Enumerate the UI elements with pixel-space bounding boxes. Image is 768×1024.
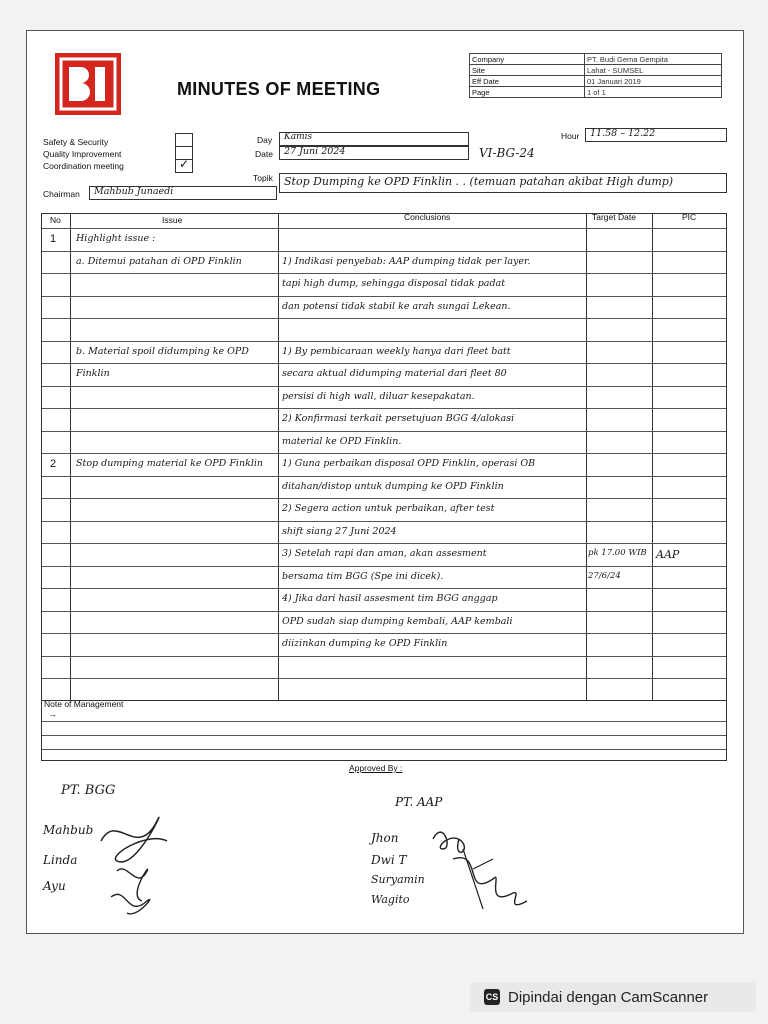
day-value: Kamis [284, 132, 313, 142]
column-divider [652, 214, 653, 700]
meta-key: Company [470, 54, 585, 65]
minutes-sheet [26, 30, 744, 934]
approver-left-name: Linda [43, 853, 78, 867]
row-divider [42, 566, 726, 567]
meta-row [470, 65, 722, 76]
chairman-field[interactable] [89, 186, 277, 200]
row-divider [42, 543, 726, 544]
row-conclusion: 3) Setelah rapi dan aman, akan assesment [282, 548, 487, 559]
logo-mark-icon [55, 53, 121, 115]
date-label: Date [255, 149, 273, 159]
row-divider [42, 228, 726, 229]
row-conclusion: bersama tim BGG (Spe ini dicek). [282, 570, 444, 582]
meta-value: 1 of 1 [585, 87, 722, 98]
approver-left-name: Mahbub [43, 823, 94, 837]
approver-right-name: Wagito [371, 893, 410, 906]
meta-value: PT. Budi Gema Gempita [585, 54, 722, 65]
meta-value: 01 Januari 2019 [585, 76, 722, 87]
row-divider [42, 386, 726, 387]
approver-right-company: PT. AAP [395, 795, 443, 809]
minutes-table [41, 213, 727, 701]
hour-field[interactable] [585, 128, 727, 142]
topik-value: Stop Dumping ke OPD Finklin . . (temuan patahan akibat High dump) [284, 175, 674, 188]
coordination-checkbox[interactable] [175, 159, 193, 173]
meta-key: Eff Date [470, 76, 585, 87]
signature-bgg-icon [97, 801, 177, 921]
date-value: 27 Juni 2024 [284, 146, 346, 157]
row-conclusion: dan potensi tidak stabil ke arah sungai Lekean. [282, 300, 511, 312]
row-divider [42, 678, 726, 679]
row-divider [42, 341, 726, 342]
row-conclusion: 2) Segera action untuk perbaikan, after test [282, 503, 495, 514]
meta-row [470, 54, 722, 65]
row-divider [42, 588, 726, 589]
note-of-management [41, 701, 727, 761]
note-line [42, 749, 726, 750]
row-conclusion: 1) Indikasi penyebab: AAP dumping tidak per layer. [282, 255, 531, 267]
row-divider [42, 431, 726, 432]
meta-key: Site [470, 65, 585, 76]
camscanner-icon: CS [484, 989, 500, 1005]
row-issue: Highlight issue : [76, 233, 156, 244]
note-label: Note of Management [44, 699, 124, 709]
meta-key: Page [470, 87, 585, 98]
row-conclusion: secara aktual didumping material dari fleet 80 [282, 368, 507, 379]
camscanner-watermark [470, 982, 756, 1012]
note-line [42, 721, 726, 722]
row-conclusion: diizinkan dumping ke OPD Finklin [282, 638, 448, 649]
meta-row [470, 87, 722, 98]
row-divider [42, 476, 726, 477]
signature-aap-icon [423, 819, 533, 919]
category-coordination-label: Coordination meeting [43, 161, 124, 171]
approver-left-company: PT. BGG [61, 783, 116, 798]
row-conclusion: ditahan/distop untuk dumping ke OPD Finklin [282, 480, 504, 492]
row-divider [42, 656, 726, 657]
row-conclusion: shift siang 27 Juni 2024 [282, 525, 397, 537]
row-target-date: pk 17.00 WIB [588, 548, 647, 558]
row-conclusion: persisi di high wall, diluar kesepakatan. [282, 390, 475, 402]
day-field[interactable] [279, 132, 469, 146]
row-divider [42, 296, 726, 297]
row-target-date: 27/6/24 [588, 570, 621, 581]
row-divider [42, 453, 726, 454]
header-conclusions: Conclusions [404, 212, 451, 222]
row-divider [42, 251, 726, 252]
day-label: Day [257, 135, 273, 145]
row-conclusion: 1) Guna perbaikan disposal OPD Finklin, operasi OB [282, 458, 536, 469]
column-divider [586, 214, 587, 700]
row-conclusion: 4) Jika dari hasil assesment tim BGG anggap [282, 593, 498, 604]
row-divider [42, 273, 726, 274]
row-conclusion: 1) By pembicaraan weekly hanya dari fleet batt [282, 345, 511, 357]
row-conclusion: tapi high dump, sehingga disposal tidak padat [282, 278, 506, 289]
chairman-label: Chairman [43, 189, 80, 199]
hour-label: Hour [561, 131, 580, 141]
header-no: No [50, 215, 61, 225]
row-no: 1 [50, 233, 57, 245]
note-arrow-icon: → [48, 709, 57, 719]
hour-value: 11.58 – 12.22 [590, 128, 656, 139]
row-no: 2 [50, 458, 57, 470]
row-divider [42, 408, 726, 409]
meta-value: Lahat - SUMSEL [585, 65, 722, 76]
row-conclusion: material ke OPD Finklin. [282, 435, 402, 447]
row-divider [42, 363, 726, 364]
row-divider [42, 498, 726, 499]
approver-left-name: Ayu [43, 879, 66, 893]
row-divider [42, 633, 726, 634]
column-divider [70, 214, 71, 700]
header-issue: Issue [162, 215, 183, 225]
chairman-value: Mahbub Junaedi [94, 186, 174, 197]
approver-right-name: Dwi T [371, 853, 407, 867]
doc-code: VI-BG-24 [479, 146, 535, 160]
note-line [42, 735, 726, 736]
approver-right-name: Suryamin [371, 873, 425, 886]
row-divider [42, 521, 726, 522]
camscanner-text: Dipindai dengan CamScanner [508, 988, 709, 1006]
row-divider [42, 611, 726, 612]
safety-checkbox[interactable] [175, 133, 193, 147]
header-target-date: Target Date [592, 212, 636, 222]
topik-field[interactable] [279, 173, 727, 193]
row-issue: Finklin [76, 368, 110, 379]
approver-right-name: Jhon [371, 831, 399, 845]
category-safety-label: Safety & Security [43, 137, 109, 147]
topik-label: Topik [253, 173, 273, 183]
row-conclusion: 2) Konfirmasi terkait persetujuan BGG 4/alokasi [282, 413, 515, 424]
category-quality-label: Quality Improvement [43, 149, 122, 159]
date-field[interactable] [279, 146, 469, 160]
approved-by-label: Approved By : [349, 763, 403, 773]
meta-row [470, 76, 722, 87]
row-pic: AAP [656, 548, 680, 561]
check-mark-icon: ✓ [179, 157, 190, 171]
row-conclusion: OPD sudah siap dumping kembali, AAP kembali [282, 615, 513, 627]
row-issue: b. Material spoil didumping ke OPD [76, 345, 249, 357]
header-pic: PIC [682, 212, 697, 222]
column-divider [278, 214, 279, 700]
row-issue: a. Ditemui patahan di OPD Finklin [76, 255, 242, 267]
row-issue: Stop dumping material ke OPD Finklin [76, 458, 264, 469]
company-logo [55, 53, 121, 115]
document-title: MINUTES OF MEETING [177, 79, 381, 99]
row-divider [42, 318, 726, 319]
document-meta-table [469, 53, 722, 98]
